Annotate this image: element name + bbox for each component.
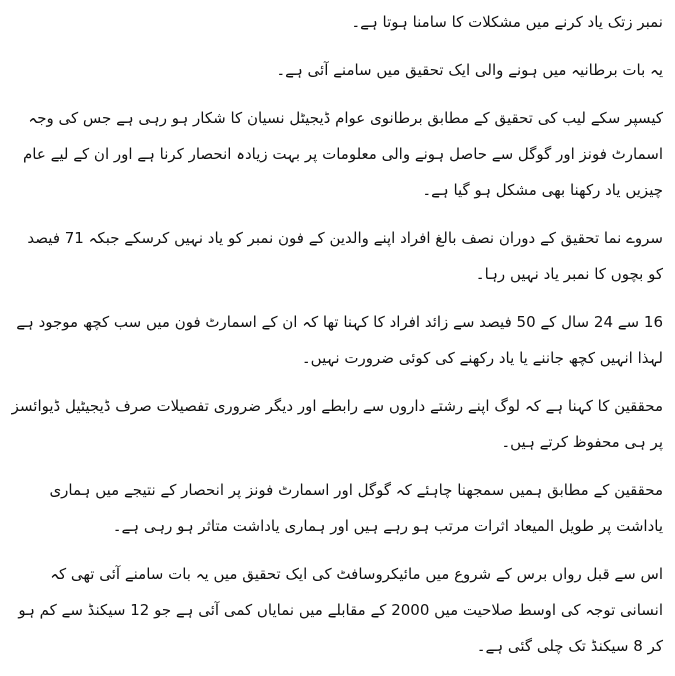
paragraph-survey-results: سروے نما تحقیق کے دوران نصف بالغ افراد اپنے والدین کے فون نمبر کو یاد نہیں کرسکے جبکہ 71 فیصد کو بچوں کا نمبر یاد نہیں رہا۔ <box>27 229 663 283</box>
paragraph-intro: نمبر زتک یاد کرنے میں مشکلات کا سامنا ہوتا ہے۔ <box>351 13 663 31</box>
paragraph-researchers-say: محققین کا کہنا ہے کہ لوگ اپنے رشتے داروں سے رابطے اور دیگر ضروری تفصیلات صرف ڈیجیٹیل ڈیوائسز پر ہی محفوظ کرتے ہیں۔ <box>11 397 663 451</box>
paragraph-microsoft-study: اس سے قبل رواں برس کے شروع میں مائیکروسافٹ کی ایک تحقیق میں یہ بات سامنے آئی تھی کہ انسانی توجہ کی اوسط صلاحیت میں 2000 کے مقابلے میں نمایاں کمی آئی ہے جو 12 سیکنڈ سے کم ہو کر 8 سیکنڈ تک چلی گئی ہے۔ <box>18 565 663 655</box>
paragraph-source: یہ بات برطانیہ میں ہونے والی ایک تحقیق میں سامنے آئی ہے۔ <box>276 61 663 79</box>
article-body <box>10 4 663 676</box>
paragraph-memory-effects: محققین کے مطابق ہمیں سمجھنا چاہئے کہ گوگل اور اسمارٹ فونز پر انحصار کے نتیجے میں ہماری یاداشت پر طویل المیعاد اثرات مرتب ہو رہے ہیں اور ہماری یاداشت متاثر ہو رہی ہے۔ <box>49 481 663 535</box>
paragraph-age-group: 16 سے 24 سال کے 50 فیصد سے زائد افراد کا کہنا تھا کہ ان کے اسمارٹ فون میں سب کچھ موجود ہے لہذا انہیں کچھ جاننے یا یاد رکھنے کی کوئی ضرورت نہیں۔ <box>16 313 663 367</box>
paragraph-kaspersky-study: کیسپر سکے لیب کی تحقیق کے مطابق برطانوی عوام ڈیجیٹل نسیان کا شکار ہو رہی ہے جس کی وجہ اسمارٹ فونز اور گوگل سے حاصل ہونے والی معلومات پر بہت زیادہ انحصار کرنا ہے اور ان کے لیے عام چیزیں یاد رکھنا بھی مشکل ہو گیا ہے۔ <box>23 109 663 199</box>
